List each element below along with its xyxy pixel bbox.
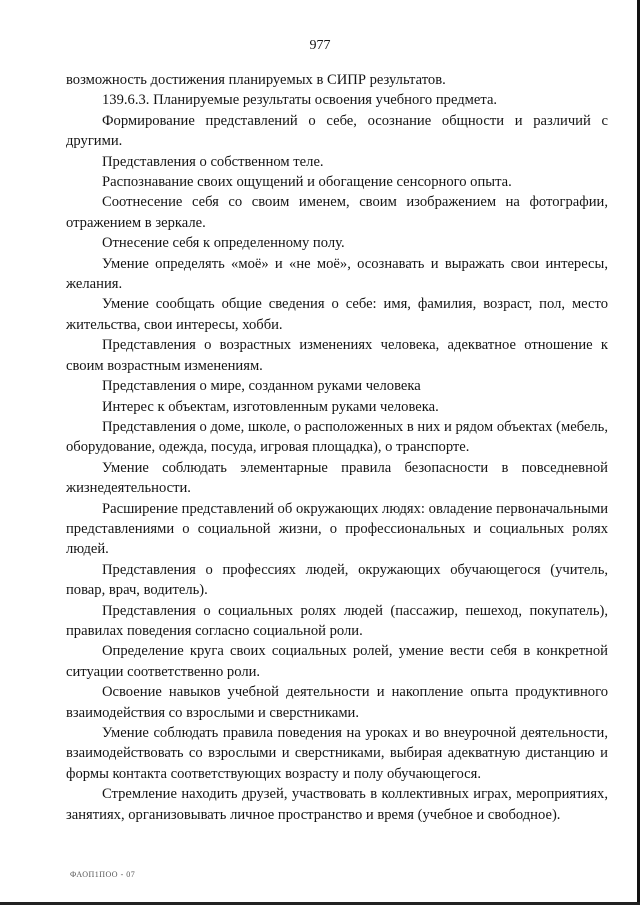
- page-number: 977: [309, 38, 331, 53]
- paragraph: Стремление находить друзей, участвовать в коллективных играх, мероприятиях, занятиях, организовывать личное пространство и время (учебное и свободное).: [66, 786, 608, 823]
- paragraph-continuation: возможность достижения планируемых в СИПР результатов.: [66, 72, 446, 88]
- paragraph: Расширение представлений об окружающих людях: овладение первоначальными представлениями о социальной жизни, о профессиональных и социальных ролях людей.: [66, 500, 608, 558]
- paragraph: Умение соблюдать правила поведения на уроках и во внеурочной деятельности, взаимодействовать со взрослыми и сверстниками, выбирая адекватную дистанцию и формы контакта соответствующих возрасту и полу обучающегося.: [66, 725, 608, 782]
- paragraph: Освоение навыков учебной деятельности и накопление опыта продуктивного взаимодействия со взрослыми и сверстниками.: [66, 684, 608, 721]
- paragraph: Представления о доме, школе, о расположенных в них и рядом объектах (мебель, оборудование, одежда, посуда, игровая площадка), о транспорте.: [66, 418, 608, 456]
- paragraph: Соотнесение себя со своим именем, своим изображением на фотографии, отражением в зеркале.: [66, 194, 608, 231]
- paragraph: Представления о собственном теле.: [102, 153, 324, 170]
- paragraph: Интерес к объектам, изготовленным руками человека.: [102, 398, 439, 415]
- paragraph: Формирование представлений о себе, осознание общности и различий с другими.: [66, 112, 608, 150]
- footer-code: ФАОП1ПОО - 07: [70, 870, 136, 879]
- paragraph: Определение круга своих социальных ролей, умение вести себя в конкретной ситуации соответственно роли.: [66, 643, 608, 680]
- document-body: [66, 70, 608, 825]
- paragraph: Представления о мире, созданном руками человека: [102, 378, 421, 395]
- paragraph: Представления о профессиях людей, окружающих обучающегося (учитель, повар, врач, водитель).: [66, 561, 608, 599]
- section-heading: 139.6.3. Планируемые результаты освоения учебного предмета.: [102, 92, 498, 109]
- paragraph: Представления о социальных ролях людей (пассажир, пешеход, покупатель), правилах поведения согласно социальной роли.: [66, 602, 608, 639]
- paragraph: Представления о возрастных изменениях человека, адекватное отношение к своим возрастным изменениям.: [66, 337, 608, 374]
- paragraph: Отнесение себя к определенному полу.: [102, 235, 345, 252]
- paragraph: Умение сообщать общие сведения о себе: имя, фамилия, возраст, пол, место жительства, свои интересы, хобби.: [66, 296, 608, 333]
- paragraph: Умение определять «моё» и «не моё», осознавать и выражать свои интересы, желания.: [66, 255, 608, 293]
- paragraph: Распознавание своих ощущений и обогащение сенсорного опыта.: [102, 174, 512, 191]
- paragraph: Умение соблюдать элементарные правила безопасности в повседневной жизнедеятельности.: [66, 459, 608, 497]
